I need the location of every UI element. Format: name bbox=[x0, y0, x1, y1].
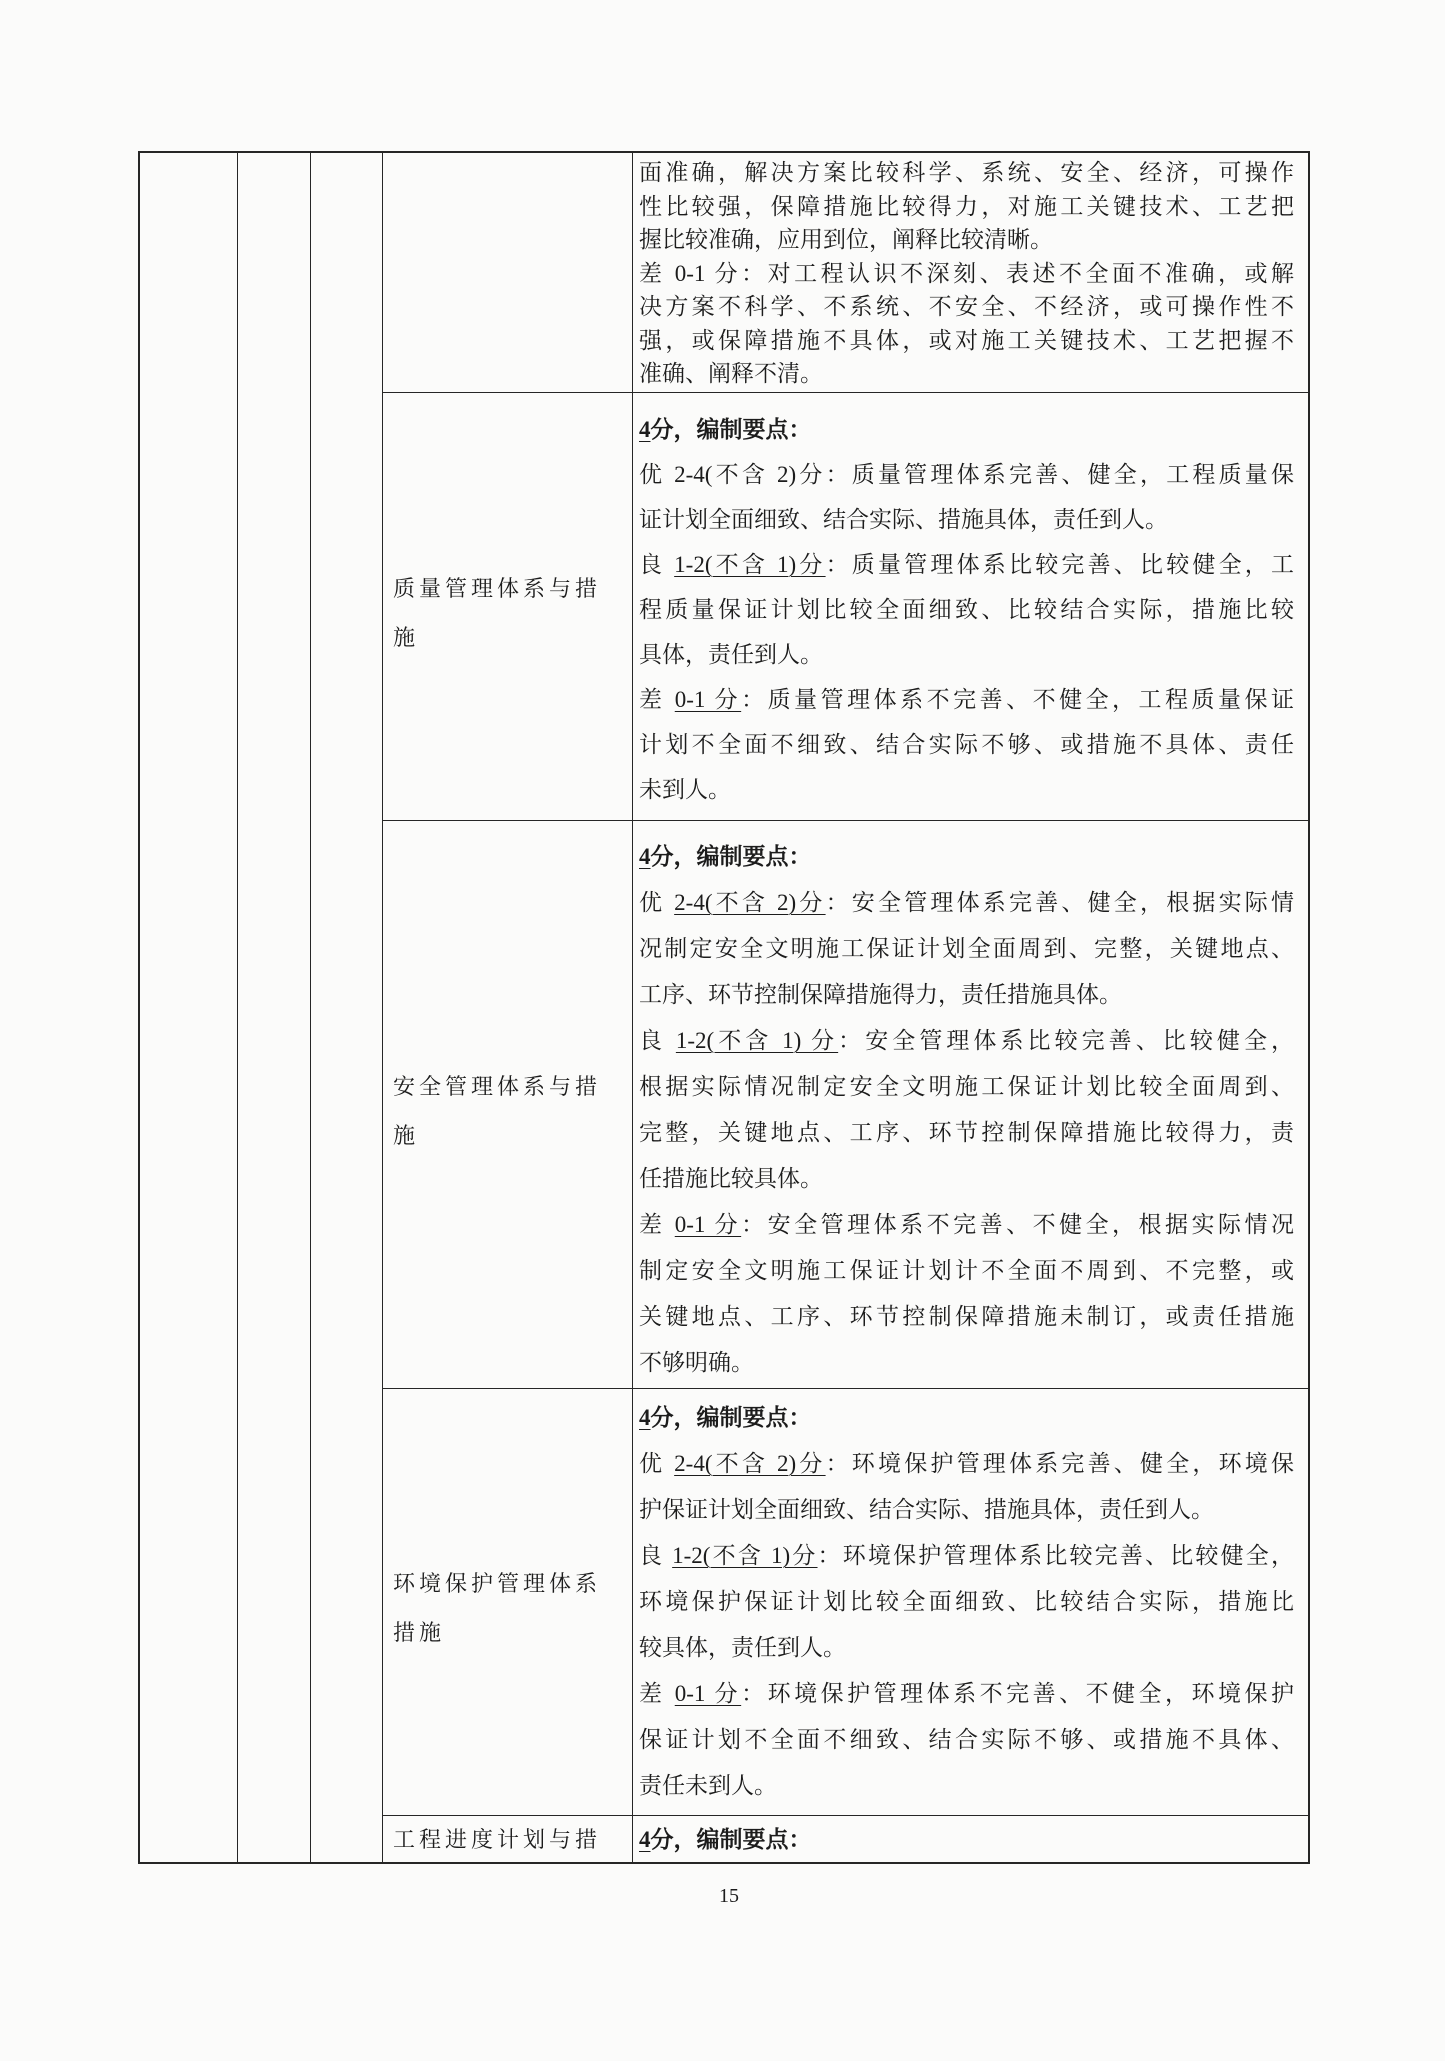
text-segment: 分，编制要点： bbox=[650, 1405, 812, 1430]
content-line bbox=[639, 587, 1294, 632]
content-line bbox=[639, 452, 1294, 497]
content-line bbox=[639, 880, 1294, 926]
content-line bbox=[639, 290, 1294, 324]
text-segment: ：安全管理体系不完善、不健全，根据实际情况 bbox=[741, 1212, 1295, 1237]
row-content bbox=[633, 153, 1308, 392]
text-segment: 较具体，责任到人。 bbox=[639, 1635, 846, 1660]
content-line bbox=[639, 1441, 1294, 1487]
content-line bbox=[639, 677, 1294, 722]
table-row bbox=[383, 393, 1308, 821]
row-content bbox=[633, 1389, 1308, 1815]
text-segment: 护保证计划全面细致、结合实际、措施具体，责任到人。 bbox=[639, 1497, 1214, 1522]
content-line bbox=[639, 767, 1294, 812]
text-segment: 根据实际情况制定安全文明施工保证计划比较全面周到、 bbox=[639, 1074, 1294, 1099]
content-line bbox=[639, 972, 1294, 1018]
row-label-line: 环境保护管理体系 bbox=[393, 1571, 602, 1596]
content-line bbox=[639, 497, 1294, 542]
content-line bbox=[639, 1533, 1294, 1579]
content-line bbox=[639, 1018, 1294, 1064]
criteria-paragraph bbox=[639, 257, 1294, 391]
content-line bbox=[639, 190, 1294, 224]
criteria-paragraph bbox=[639, 834, 1294, 880]
text-segment: 0-1 分 bbox=[674, 1212, 742, 1237]
content-line bbox=[639, 1294, 1294, 1340]
text-segment: ：质量管理体系不完善、不健全，工程质量保证 bbox=[741, 687, 1295, 712]
text-segment: ：质量管理体系比较完善、比较健全，工 bbox=[825, 552, 1295, 577]
text-segment: 2-4(不含 2)分 bbox=[674, 890, 826, 915]
content-line bbox=[639, 1763, 1294, 1809]
criteria-rows bbox=[383, 153, 1308, 1862]
text-segment: 工序、环节控制保障措施得力，责任措施具体。 bbox=[639, 982, 1122, 1007]
text-segment: 1-2(不含 1)分 bbox=[672, 1543, 818, 1568]
criteria-paragraph bbox=[639, 1202, 1294, 1386]
criteria-paragraph bbox=[639, 1395, 1294, 1441]
content-line bbox=[639, 407, 1294, 452]
blank-column-3 bbox=[311, 153, 383, 1862]
criteria-paragraph bbox=[639, 1018, 1294, 1202]
content-line bbox=[639, 1248, 1294, 1294]
content-line bbox=[639, 1156, 1294, 1202]
content-line bbox=[639, 1717, 1294, 1763]
row-label bbox=[383, 393, 633, 820]
row-label-line: 质量管理体系与措 bbox=[393, 575, 602, 601]
criteria-paragraph bbox=[639, 1533, 1294, 1671]
row-content bbox=[633, 821, 1308, 1388]
row-label bbox=[383, 1816, 633, 1863]
content-line bbox=[639, 1110, 1294, 1156]
text-segment: 良 bbox=[639, 1028, 676, 1053]
content-line bbox=[639, 632, 1294, 677]
content-line bbox=[639, 257, 1294, 291]
criteria-paragraph bbox=[639, 407, 1294, 452]
content-line bbox=[639, 1671, 1294, 1717]
text-segment: 未到人。 bbox=[639, 777, 731, 802]
text-segment: 优 bbox=[639, 1451, 675, 1476]
text-segment: 环境保护保证计划比较全面细致、比较结合实际，措施比 bbox=[639, 1589, 1294, 1614]
text-segment: 面准确，解决方案比较科学、系统、安全、经济，可操作 bbox=[639, 160, 1294, 185]
content-line bbox=[639, 1579, 1294, 1625]
row-label-line: 措施 bbox=[393, 1620, 446, 1645]
row-label-line: 施 bbox=[393, 1122, 420, 1148]
content-line bbox=[639, 324, 1294, 358]
content-line bbox=[639, 1202, 1294, 1248]
text-segment: 0-1 分 bbox=[674, 687, 742, 712]
text-segment: 强，或保障措施不具体，或对施工关键技术、工艺把握不 bbox=[639, 327, 1294, 353]
content-line bbox=[639, 156, 1294, 190]
content-line bbox=[639, 1487, 1294, 1533]
text-segment: 计划不全面不细致、结合实际不够、或措施不具体、责任 bbox=[639, 732, 1294, 757]
text-segment: 况制定安全文明施工保证计划全面周到、完整，关键地点、 bbox=[639, 936, 1294, 961]
text-segment: 握比较准确，应用到位，阐释比较清晰。 bbox=[639, 227, 1053, 252]
text-segment: ：安全管理体系比较完善、比较健全， bbox=[838, 1028, 1294, 1053]
row-content bbox=[633, 1816, 1308, 1863]
criteria-paragraph bbox=[639, 677, 1294, 812]
text-segment: ：环境保护管理体系不完善、不健全，环境保护 bbox=[741, 1681, 1295, 1706]
content-line bbox=[639, 722, 1294, 767]
text-segment: 2-4(不含 2)分 bbox=[674, 1451, 826, 1476]
criteria-paragraph bbox=[639, 452, 1294, 542]
text-segment: 保证计划不全面不细致、结合实际不够、或措施不具体、 bbox=[639, 1727, 1294, 1752]
text-segment: 决方案不科学、不系统、不安全、不经济，或可操作性不 bbox=[639, 294, 1294, 319]
text-segment: 性比较强，保障措施比较得力，对施工关键技术、工艺把 bbox=[639, 193, 1294, 219]
text-segment: 责任未到人。 bbox=[639, 1773, 777, 1798]
criteria-paragraph bbox=[639, 1441, 1294, 1533]
criteria-paragraph bbox=[639, 1671, 1294, 1809]
text-segment: 4 bbox=[639, 1405, 651, 1430]
content-line bbox=[639, 223, 1294, 257]
text-segment: ：环境保护管理体系比较完善、比较健全， bbox=[817, 1543, 1295, 1568]
table-row bbox=[383, 1816, 1308, 1863]
text-segment: 不够明确。 bbox=[639, 1350, 754, 1375]
text-segment: 程质量保证计划比较全面细致、比较结合实际，措施比较 bbox=[639, 597, 1294, 622]
text-segment: 优 2-4(不含 2)分：质量管理体系完善、健全，工程质量保 bbox=[639, 462, 1294, 487]
page-number: 15 bbox=[719, 1885, 739, 1907]
text-segment: 完整，关键地点、工序、环节控制保障措施比较得力，责 bbox=[639, 1120, 1294, 1145]
text-segment: 4 bbox=[639, 417, 651, 442]
text-segment: 差 bbox=[639, 1212, 675, 1237]
text-segment: 良 bbox=[639, 1543, 673, 1568]
text-segment: 任措施比较具体。 bbox=[639, 1166, 823, 1191]
scoring-criteria-table bbox=[138, 151, 1310, 1864]
criteria-paragraph bbox=[639, 880, 1294, 1018]
text-segment: 具体，责任到人。 bbox=[639, 642, 823, 667]
content-line bbox=[639, 1064, 1294, 1110]
blank-column-1 bbox=[140, 153, 238, 1862]
row-label-line: 施 bbox=[393, 624, 420, 650]
blank-column-2 bbox=[238, 153, 311, 1862]
criteria-paragraph bbox=[639, 156, 1294, 257]
criteria-paragraph bbox=[639, 542, 1294, 677]
row-label-line: 安全管理体系与措 bbox=[393, 1073, 602, 1099]
row-label bbox=[383, 821, 633, 1388]
criteria-paragraph bbox=[639, 1818, 1294, 1862]
text-segment: 优 bbox=[639, 890, 675, 915]
content-line bbox=[639, 926, 1294, 972]
text-segment: 差 bbox=[639, 687, 675, 712]
content-line bbox=[639, 542, 1294, 587]
row-label bbox=[383, 1389, 633, 1815]
text-segment: ：安全管理体系完善、健全，根据实际情 bbox=[825, 890, 1295, 915]
text-segment: 4 bbox=[639, 844, 651, 869]
text-segment: 差 bbox=[639, 1681, 675, 1706]
text-segment: 4 bbox=[639, 1827, 651, 1852]
text-segment: 准确、阐释不清。 bbox=[639, 361, 823, 386]
row-content bbox=[633, 393, 1308, 820]
row-label bbox=[383, 153, 633, 392]
text-segment: 证计划全面细致、结合实际、措施具体，责任到人。 bbox=[639, 507, 1168, 532]
content-line bbox=[639, 1625, 1294, 1671]
text-segment: 制定安全文明施工保证计划计不全面不周到、不完整，或 bbox=[639, 1258, 1294, 1283]
text-segment: 良 bbox=[639, 552, 675, 577]
content-line bbox=[639, 357, 1294, 391]
text-segment: 1-2(不含 1)分 bbox=[674, 552, 826, 577]
text-segment: 差 0-1 分：对工程认识不深刻、表述不全面不准确，或解 bbox=[639, 260, 1294, 286]
text-segment: 1-2(不含 1) 分 bbox=[675, 1028, 839, 1053]
text-segment: 分，编制要点： bbox=[650, 844, 812, 869]
text-segment: 关键地点、工序、环节控制保障措施未制订，或责任措施 bbox=[639, 1304, 1294, 1329]
table-row bbox=[383, 1389, 1308, 1816]
text-segment: ：环境保护管理体系完善、健全，环境保 bbox=[825, 1451, 1295, 1476]
text-segment: 分，编制要点： bbox=[650, 417, 812, 442]
row-label-line: 工程进度计划与措 bbox=[393, 1827, 602, 1852]
table-row bbox=[383, 153, 1308, 393]
content-line bbox=[639, 1395, 1294, 1441]
content-line bbox=[639, 1340, 1294, 1386]
content-line bbox=[639, 1818, 1294, 1862]
text-segment: 分，编制要点： bbox=[650, 1827, 812, 1852]
table-row bbox=[383, 821, 1308, 1389]
content-line bbox=[639, 834, 1294, 880]
text-segment: 0-1 分 bbox=[674, 1681, 742, 1706]
